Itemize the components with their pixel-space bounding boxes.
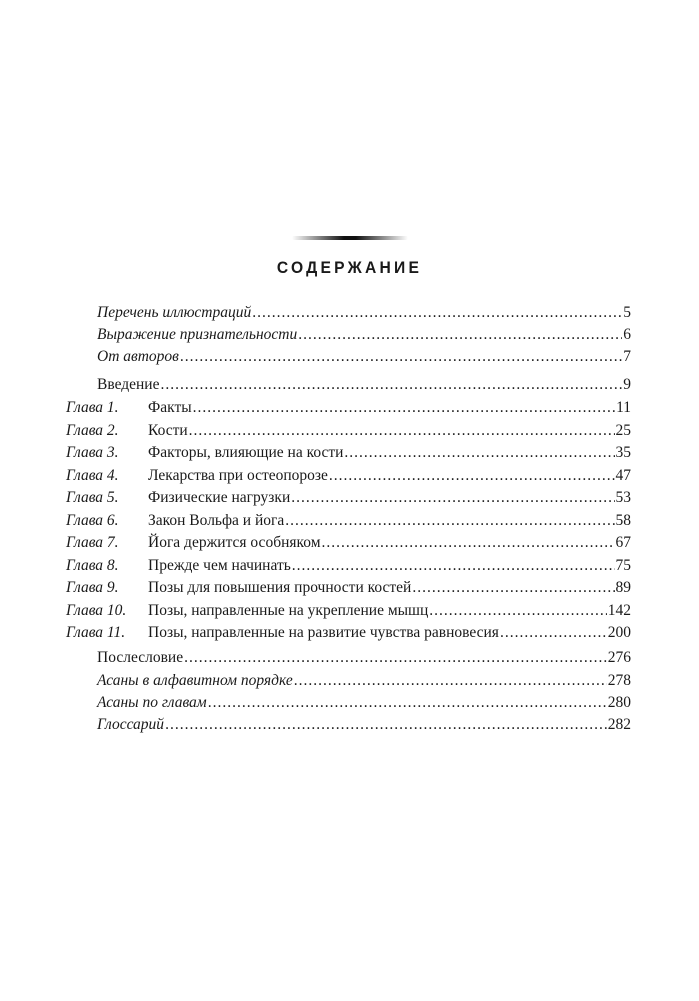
page-number: 67 [615,534,631,551]
entry-title: Выражение признательности [97,326,298,343]
toc-entry[interactable] [66,533,631,553]
toc-entry[interactable] [97,375,631,395]
dot-leader [298,325,622,345]
dot-leader [329,466,615,486]
toc-entry[interactable] [97,303,631,323]
chapter-label: Глава 2. [66,421,119,439]
page-number: 89 [615,579,631,596]
entry-title: Кости [148,421,188,439]
toc-entry[interactable] [97,715,631,735]
dot-leader [294,671,607,691]
toc-entry[interactable] [66,466,631,486]
entry-title: Прежде чем начинать [148,556,291,574]
dot-leader [208,693,607,713]
chapter-label: Глава 9. [66,579,119,596]
entry-title: Лекарства при остеопорозе [148,466,328,484]
page-number: 282 [607,716,631,733]
dot-leader [344,443,614,463]
page-number: 142 [607,601,631,619]
entry-title: Физические нагрузки [148,489,291,506]
dot-leader [322,533,615,553]
toc-entry[interactable] [97,693,631,713]
dot-leader [292,556,615,576]
chapter-label: Глава 1. [66,399,119,416]
decorative-rule [292,236,408,240]
dot-leader [285,511,614,531]
entry-title: Перечень иллюстраций [97,304,252,321]
entry-title: Закон Вольфа и йога [148,511,285,529]
chapter-label: Глава 6. [66,511,119,529]
toc-entry[interactable] [97,648,631,668]
dot-leader [412,578,614,598]
toc-entry[interactable] [66,578,631,598]
entry-title: Факторы, влияющие на кости [148,444,344,461]
toc-entry[interactable] [97,325,631,345]
toc-entry[interactable] [66,601,631,621]
entry-title: От авторов [97,348,179,365]
page-number: 5 [623,304,631,321]
entry-title: Асаны в алфавитном порядке [97,672,293,689]
entry-title: Йога держится особняком [148,534,321,551]
entry-title: Глоссарий [97,716,165,733]
dot-leader [291,488,614,508]
dot-leader [180,347,622,367]
toc-entry[interactable] [66,511,631,531]
chapter-label: Глава 11. [66,624,126,641]
page-number: 75 [615,556,631,574]
page-number: 53 [615,489,631,506]
toc-entry[interactable] [66,443,631,463]
dot-leader [193,398,615,418]
page-number: 9 [623,376,631,393]
toc-entry[interactable] [66,398,631,418]
dot-leader [500,623,607,643]
chapter-label: Глава 3. [66,444,119,461]
page-number: 58 [615,511,631,529]
toc-entry[interactable] [66,623,631,643]
entry-title: Позы, направленные на развитие чувства равновесия [148,624,499,641]
dot-leader [252,303,622,323]
page-number: 200 [607,624,631,641]
dot-leader [165,715,607,735]
chapter-label: Глава 7. [66,534,119,551]
chapter-label: Глава 8. [66,556,119,574]
page-number: 25 [615,421,631,439]
chapter-label: Глава 4. [66,466,119,484]
page-number: 7 [623,348,631,365]
page-number: 278 [607,672,631,689]
dot-leader [429,601,606,621]
page-number: 6 [623,326,631,343]
toc-entry[interactable] [66,421,631,441]
entry-title: Позы для повышения прочности костей [148,579,412,596]
page-number: 280 [607,694,631,711]
page-number: 11 [616,399,631,416]
entry-title: Введение [97,376,160,393]
entry-title: Позы, направленные на укрепление мышц [148,601,429,619]
dot-leader [160,375,622,395]
chapter-label: Глава 5. [66,489,119,506]
toc-entry[interactable] [66,556,631,576]
dot-leader [184,648,607,668]
page-number: 47 [615,466,631,484]
toc-entry[interactable] [66,488,631,508]
chapter-label: Глава 10. [66,601,127,619]
toc-entry[interactable] [97,671,631,691]
page-number: 35 [615,444,631,461]
entry-title: Послесловие [97,649,184,666]
entry-title: Асаны по главам [97,694,207,711]
page-title: СОДЕРЖАНИЕ [276,258,423,277]
entry-title: Факты [148,399,192,416]
toc-entry[interactable] [97,347,631,367]
page-number: 276 [607,649,631,666]
dot-leader [189,421,615,441]
